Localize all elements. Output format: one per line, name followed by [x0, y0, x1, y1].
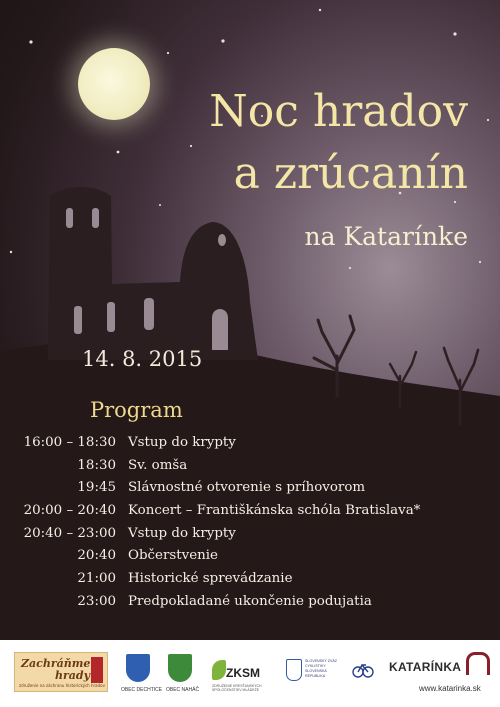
schedule-row [16, 454, 486, 477]
schedule-row [16, 476, 486, 499]
schedule-event: Predpokladané ukončenie podujatia [128, 593, 372, 609]
schedule-time: 21:00 [77, 570, 116, 586]
schedule-event: Vstup do krypty [128, 434, 236, 450]
obec-nahac-caption: OBEC NAHÁČ [166, 687, 200, 693]
sponsor-footer [0, 640, 500, 707]
dechtice-shield-icon [126, 654, 150, 682]
schedule-time: 20:00 – 20:40 [23, 502, 116, 518]
zksm-subtitle: ZDRUŽENIE KRESŤANSKÝCH SPOLOČENSTIEV MLÁDEŽE [212, 684, 262, 692]
website-url: www.katarinka.sk [419, 684, 481, 693]
zachranme-hrady-logo [14, 652, 108, 692]
zksm-logo [212, 654, 268, 694]
schedule-row [16, 499, 486, 522]
schedule-row [16, 567, 486, 590]
schedule-event: Slávnostné otvorenie s príhovorom [128, 480, 366, 496]
schedule-time: 23:00 [77, 593, 116, 609]
zachranme-text: Zachráňme [21, 657, 91, 670]
cyclist-icon [352, 659, 374, 679]
katarinka-logo-text: KATARÍNKA [389, 660, 462, 674]
obec-dechtice-caption: OBEC DECHTICE [121, 687, 163, 693]
schedule-event: Sv. omša [128, 457, 188, 473]
nahac-shield-icon [168, 654, 192, 682]
cycling-union-text: SLOVENSKÝ ZVÄZ CYKLISTIKY SLOVENSKÁ REPUBLIKA [305, 659, 337, 678]
zachranme-subtitle: združenie na záchranu historických hradov [19, 683, 105, 688]
hrady-text: hrady [55, 669, 91, 682]
schedule-row [16, 431, 486, 454]
schedule-event: Historické sprevádzanie [128, 570, 293, 586]
program-schedule [16, 431, 486, 613]
dechtice-crest [126, 654, 150, 682]
schedule-event: Vstup do krypty [128, 525, 236, 541]
schedule-event: Koncert – Františkánska schóla Bratislava* [128, 502, 421, 518]
title-line-3: na Katarínke [304, 222, 468, 251]
slovak-emblem-icon [286, 659, 302, 681]
arch-icon [466, 652, 490, 675]
schedule-time: 19:45 [77, 480, 116, 496]
title-line-2: a zrúcanín [233, 148, 468, 199]
leaf-icon [212, 660, 226, 680]
nahac-crest [168, 654, 192, 682]
schedule-row [16, 522, 486, 545]
schedule-time: 16:00 – 18:30 [23, 434, 116, 450]
zksm-name: ZKSM [226, 666, 260, 680]
schedule-time: 18:30 [77, 457, 116, 473]
moon [78, 48, 150, 120]
schedule-event: Občerstvenie [128, 548, 218, 564]
schedule-row [16, 544, 486, 567]
schedule-time: 20:40 [77, 548, 116, 564]
schedule-row [16, 590, 486, 613]
event-date: 14. 8. 2015 [82, 347, 203, 371]
schedule-time: 20:40 – 23:00 [23, 525, 116, 541]
program-heading: Program [90, 398, 183, 422]
castle-tower-icon [91, 657, 103, 683]
title-line-1: Noc hradov [209, 86, 468, 137]
